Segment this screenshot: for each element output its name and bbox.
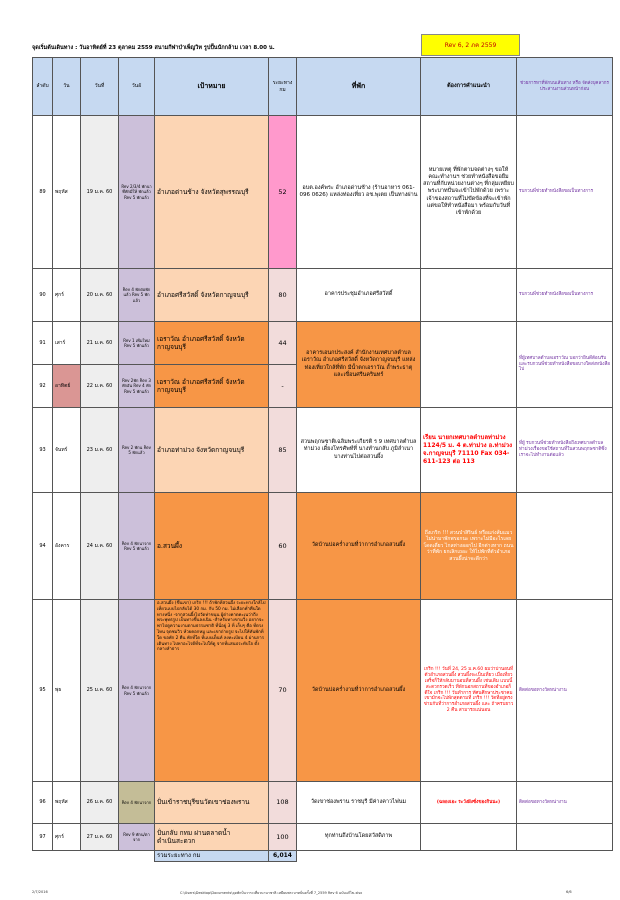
row-need [421, 322, 517, 408]
row-day: เสาร์ [53, 322, 81, 365]
row-need: เรียน นายกเทศบาลตำบลท่าม่วง 1124/5 ม. 4 ต.ท่าม่วง อ.ท่าม่วง จ.กาญจนบุรี 71110 Fax 034-611-123 ต่อ 113 [421, 408, 517, 493]
row-day: ศุกร์ [53, 824, 81, 851]
table-row [33, 408, 613, 493]
row-date: 25 ม.ค. 60 [81, 600, 119, 782]
row-status: Rev 4 พักต่อพักแล้ว Rev 5 พักแล้ว [119, 269, 155, 322]
row-no: 90 [33, 269, 53, 322]
row-km: 85 [269, 408, 297, 493]
footer-file-path: C:\Users\Desktop\Documents\จุดพักปั่นวาระเที่ยวนานาชาติ เหยียบพระบาทปั่นครั้งที่ 7_2559 Rev 6 ฉบับแก้ไข.xlsx [180, 891, 363, 895]
row-status: Rev 2 พักน Rev 5 พักแล้ว [119, 408, 155, 493]
row-no: 91 [33, 322, 53, 365]
row-target: อ.สวนผึ้ง (ขึ้นเขา) เกริก !!! ถ้าพักที่สวนผึ้ง ระยะทางใกล้ไปเที่ยวแบบไปกลับได้ 30 กม. กับ 50 กม. ไม่เลือกค่ำคืนใดทางหนึ่ง -จากสวนผึ้งไปวัดท่าขนุน ผู้ต่างคาดคะเนว่าถึงพระพุทธรูป เป็นทางขึ้นลงเนิน -สำหรับทางขามวิ่ง อยากจะพาไปดูความงามตามธรรมชาติ ที่นี่อยู่ 3 ที่ เก็บๆ คือ ที่ตรงไหน จุดชมวิว ห้วยคอกหมู และเขาถ่ายรูป จะไปให้ทันพักที่ใด ขอพัก 2 คืน พักที่ใด ที่แบบเต็นท์ ลงทะเบียน 4 ผ่านการเดินทาง ไปหาอะไรดีที่จะไปให้ดู จากที่แสนประทับใจ ตั้งกลางลำธาร [155, 600, 269, 782]
row-stay: วัดบ้านบ่อคร่ำงามที่ว่าการอำเภอสวนผึ้ง [297, 600, 421, 782]
row-target: อำเภอท่าม่วง จังหวัดกาญจนบุรี [155, 408, 269, 493]
row-need: เกริก !!! วันที่ 24, 25 ม.ค.60 ผมว่าบ่านอนที่ตัวอำเภอสวนผึ้ง สวนผึ้งจะเป็นเที่ยว เมื่อเที่ยวเสร็จก็ให้กลับมานอนที่สวนผึ้ง เช่นเดิม แบบนี้สะดวกรวดเร็ว ที่พักนอกสถานที่ของอำเภอก็ดีใจ เกริก !!! วันทำการ ทัศนศึกษาประชาคม เขามักจะไปพักสุดตามที่ เกริก !!! วัดที่อยู่ตรงข่ามกับที่ว่าการอำเภอสวนผึ้ง และ ถ้าครบยาว 2 คืน สามารถแน่นอน [421, 600, 517, 782]
row-date: 21 ม.ค. 60 [81, 322, 119, 365]
col-no: ลำดับ [33, 58, 53, 116]
row-target: เอราวัณ อำเภอศรีสวัสดิ์ จังหวัดกาญจนบุรี [155, 365, 269, 408]
row-no: 96 [33, 782, 53, 824]
row-km: - [269, 365, 297, 408]
row-stay: อบต.องค์พระ อำเภอด่านช้าง (ร้านอาหาร 061-096 0626) แหล่งท่องเที่ยว อช.พุเตย เป็นทางผ่าน [297, 116, 421, 269]
row-no: 95 [33, 600, 53, 782]
row-km: 70 [269, 600, 297, 782]
row-need: หมายเหตุ ที่พักตามจดต่างๆ ขอให้คณะทำงานฯ ช่วยทำหนังสือขอยืมสถานที่กับหน่วยงานต่างๆ ที่กลุ่มเหยียบพระบาทปั่นจะเข้าไปพักด้วย เพราะเจ้าของสถานที่ไม่ขัดข้องที่จะเข้าพัก แต่ขอให้ทำหนังสือมา พร้อมกับวันที่เข้าพักด้วย [421, 116, 517, 269]
table-row [33, 824, 613, 851]
row-status: Rev 4 พักนาจาก Rev 5 พักแล้ว [119, 493, 155, 600]
row-no: 92 [33, 365, 53, 408]
row-remark: ที่ผู้เทศบาลตำบลเอราวัณ บอกว่ายินดีต้อนรับและรบกวนพี่ช่วยทำหนังสือขอบางใดส่งหนังสือไป [517, 322, 613, 408]
row-need [421, 824, 517, 851]
col-stay: ที่พัก [297, 58, 421, 116]
row-date: 26 ม.ค. 60 [81, 782, 119, 824]
total-distance-label: รวมระยะทาง กม [155, 851, 269, 862]
table-row [33, 493, 613, 600]
summary-row [33, 851, 613, 862]
row-date: 24 ม.ค. 60 [81, 493, 119, 600]
row-no: 94 [33, 493, 53, 600]
row-remark: รบกวนพี่ช่วยทำหนังสือขอเป็นทางการ [517, 116, 613, 269]
row-target: ปั่นเข้าราชบุรีขนวัดเขาช่องพราน [155, 782, 269, 824]
row-target: อำเภอด่านช้าง จังหวัดสุพรรณบุรี [155, 116, 269, 269]
row-remark [517, 493, 613, 600]
row-km: 100 [269, 824, 297, 851]
row-date: 23 ม.ค. 60 [81, 408, 119, 493]
revision-badge: Rev 6, 2 ภค 2559 [421, 34, 520, 56]
row-no: 89 [33, 116, 53, 269]
col-km: ระยะทาง กม [269, 58, 297, 116]
row-stay: ทุกท่านถึงบ้านโดยสวัสดิภาพ [297, 824, 421, 851]
itinerary-table [32, 57, 613, 862]
row-target: เอราวัณ อำเภอศรีสวัสดิ์ จังหวัดกาญจนบุรี [155, 322, 269, 365]
row-km: 108 [269, 782, 297, 824]
row-stay: อาคารประชุมอำเภอศรีสวัสดิ์ [297, 269, 421, 322]
row-date: 19 ม.ค. 60 [81, 116, 119, 269]
row-day: พุธ [53, 600, 81, 782]
footer-page-number: 6/6 [566, 890, 572, 894]
row-stay: อาคารเอนกประสงค์ สำนักงานเทศบาลตำบลเอราวัณ อำเภอศรีสวัสดิ์ จังหวัดกาญจนบุรี แหล่งท่องเที่ยวใกล้ที่พัก มีน้ำตกเอราวัณ ถ้ำพระธาตุ และเขื่อนศรีนครินทร์ [297, 322, 421, 408]
row-remark: ติดต่อขอทางวัดหน่างาน [517, 782, 613, 824]
row-km: 52 [269, 116, 297, 269]
total-distance-value: 6,014 [269, 851, 297, 862]
row-target: อ.สวนผึ้ง [155, 493, 269, 600]
row-date: 20 ม.ค. 60 [81, 269, 119, 322]
table-row [33, 116, 613, 269]
row-remark: ที่ผู้ รบกวนพี่ช่วยทำหนังสือถึงเทศบาลตำบลท่าม่วงเรื่องขอใช้สถานที่ในสวนพฤกษชาติซึ่งเราจะไปทำงานต่อแล้ว [517, 408, 613, 493]
row-stay: วัดบ้านบ่อคร่ำงามที่ว่าการอำเภอสวนผึ้ง [297, 493, 421, 600]
row-status: Rev 4 พักนาจาก [119, 782, 155, 824]
row-target: ปั่นกลับ กทม ผ่านตลาดน้ำดำเนินสะดวก [155, 824, 269, 851]
row-day: พฤหัส [53, 782, 81, 824]
col-status: วันอั [119, 58, 155, 116]
row-remark: รบกวนพี่ช่วยทำหนังสือขอเป็นทางการ [517, 269, 613, 322]
row-day: อังคาร [53, 493, 81, 600]
col-date: วันที่ [81, 58, 119, 116]
row-date: 22 ม.ค. 60 [81, 365, 119, 408]
row-need: (ฉลองเอะ ระวังฝังซั่งของกินนะ) [421, 782, 517, 824]
row-stay: วัดเขาช่องพราน ราชบุรี มีค่างคาวไฟนม [297, 782, 421, 824]
row-remark [517, 824, 613, 851]
table-row [33, 782, 613, 824]
row-km: 60 [269, 493, 297, 600]
col-need: ต้องการคำแนะนำ [421, 58, 517, 116]
footer-date: 2/7/2016 [32, 890, 48, 894]
row-no: 93 [33, 408, 53, 493]
table-row [33, 600, 613, 782]
row-status: Rev 1 เพิ่มใหม่ Rev 5 พักแล้ว [119, 322, 155, 365]
row-km: 44 [269, 322, 297, 365]
row-status: Rev 2/3/4 พักนาที่พักมีให้ พักแล้ว Rev 5 พักแล้ว [119, 116, 155, 269]
table-row [33, 269, 613, 322]
row-day: จันทร์ [53, 408, 81, 493]
table-row [33, 322, 613, 365]
row-date: 27 ม.ค. 60 [81, 824, 119, 851]
row-stay: สวนพฤกษชาติเฉลิมพระเกียรติ ร 9 เทศบาลตำบลท่าม่วง เดี๋ยงโทรศัพท์ที่ นางทำนกลับ ภูมิลำเนา บางท่านไปต่อสวนผึ้ง [297, 408, 421, 493]
row-status: Rev 9 พักน/ตาจาก [119, 824, 155, 851]
row-need [421, 269, 517, 322]
row-status: Rev 4 พักนาจาก Rev 5 พักแล้ว [119, 600, 155, 782]
row-no: 97 [33, 824, 53, 851]
row-need: ถึงเกริก !!! สวนป่าสิรินธ์ หรือแก่งส้มแมว ไม่น่ามาพักพรอกนะ เพราะไม่มีอะไรเลย โดดเดี่ยว ไกลห่างออกไป อีกต่างหาก ถนนว่าที่พัก ยกเลิกเถอะ ให้ไปพักที่ตัวอำเภอสวนผึ้งน่าจะดีกว่า [421, 493, 517, 600]
col-day: วัน [53, 58, 81, 116]
start-point-line: จุดเริ่มต้นเดินทาง : วันอาทิตย์ที่ 23 ตุลาคม 2559 สนามกีฬาบำเพ็ญวิท รูปปั้นนักกล้าม เวลา 8.00 น. [32, 45, 275, 51]
row-day: ศุกร์ [53, 269, 81, 322]
row-day: พฤหัส [53, 116, 81, 269]
col-target: เป้าหมาย [155, 58, 269, 116]
row-remark: ติดต่อขอทางวัดหน่างาน [517, 600, 613, 782]
col-remark: ช่วยการหาที่พักบนเส้นทาง หรือ จัดส่งบุคลากร ประสานงานส่วนหน้าก่อน [517, 58, 613, 116]
row-status: Rev 2พัก Rev 3 พักอัน Rev 4 พัก Rev 5 พักแล้ว [119, 365, 155, 408]
row-target: อำเภอศรีสวัสดิ์ จังหวัดกาญจนบุรี [155, 269, 269, 322]
row-km: 80 [269, 269, 297, 322]
row-day: อาทิตย์ [53, 365, 81, 408]
